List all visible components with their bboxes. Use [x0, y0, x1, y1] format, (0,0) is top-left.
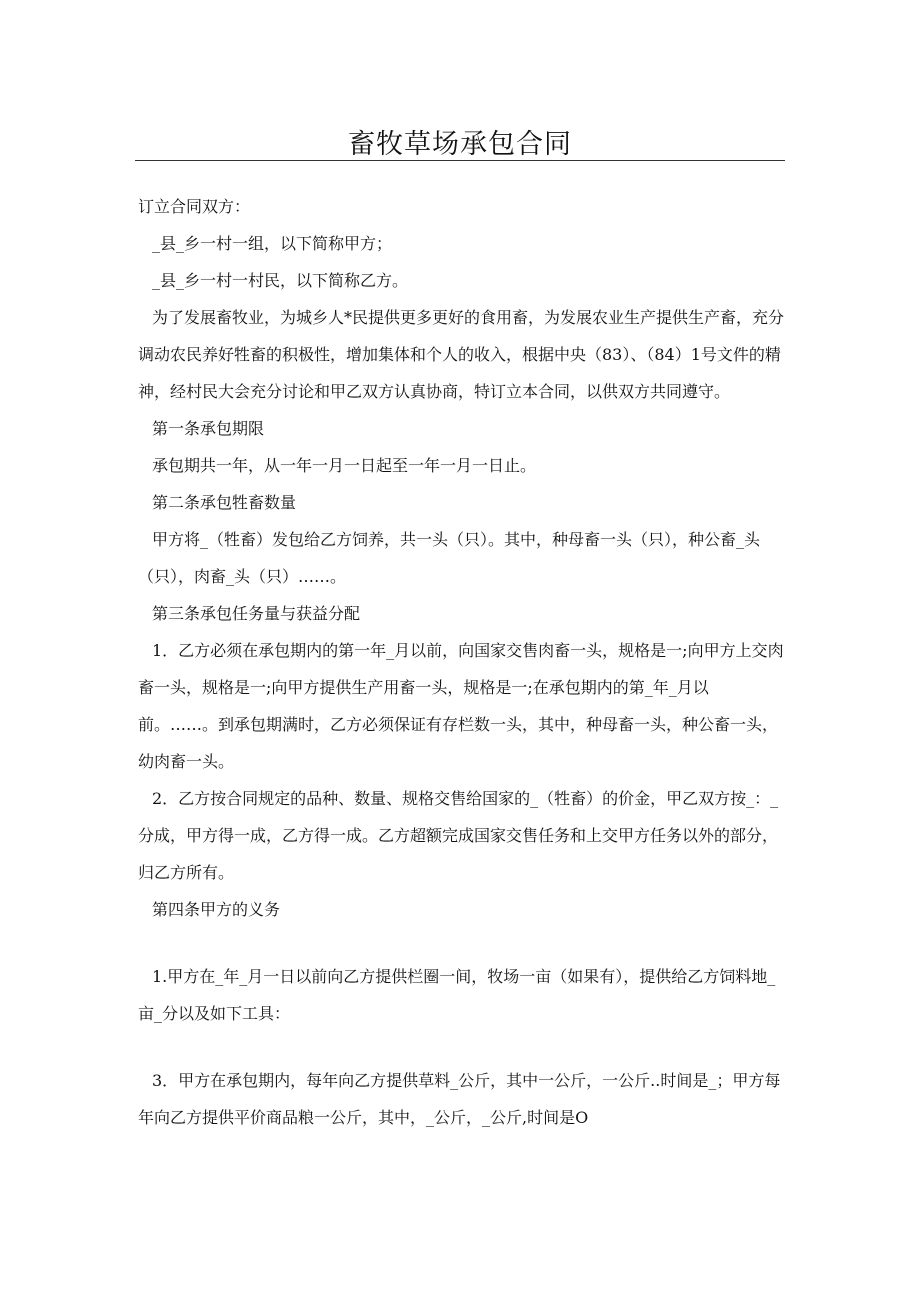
article-3-heading: 第三条承包任务量与获益分配 [152, 604, 361, 623]
spacer [138, 928, 786, 958]
article-2-heading: 第二条承包牲畜数量 [152, 493, 297, 512]
preamble-paragraph: 为了发展畜牧业，为城乡人*民提供更多更好的食用畜，为发展农业生产提供生产畜，充分调动农民养好牲畜的积极性，增加集体和个人的收入，根据中央（83）、（84）1号文件的精神，经村民大会充分讨论和甲乙双方认真协商，特订立本合同，以供双方共同遵守。 [138, 308, 785, 401]
party-b-line: _县_乡一村一村民，以下简称乙方。 [152, 271, 409, 290]
article-1-heading: 第一条承包期限 [152, 419, 265, 438]
spacer [138, 1032, 786, 1062]
article-1-text: 承包期共一年，从一年一月一日起至一年一月一日止。 [152, 456, 537, 475]
article-4-heading: 第四条甲方的义务 [152, 900, 281, 919]
article-3-clause-2: 2．乙方按合同规定的品种、数量、规格交售给国家的_（牲畜）的价金，甲乙双方按_：_分成，甲方得一成，乙方得一成。乙方超额完成国家交售任务和上交甲方任务以外的部分，归乙方所有。 [138, 789, 779, 882]
article-2-text: 甲方将_（牲畜）发包给乙方饲养，共一头（只）。其中，种母畜一头（只），种公畜_头（只），肉畜_头（只）……。 [138, 530, 761, 586]
article-4-clause-1: 1.甲方在_年_月一日以前向乙方提供栏圈一间，牧场一亩（如果有），提供给乙方饲料地_亩_分以及如下工具： [138, 967, 776, 1023]
parties-heading: 订立合同双方： [138, 197, 251, 216]
party-a-line: _县_乡一村一组，以下简称甲方； [152, 234, 393, 253]
document-title: 畜牧草场承包合同 [348, 129, 572, 160]
article-4-clause-3: 3．甲方在承包期内，每年向乙方提供草料_公斤，其中一公斤，一公斤..时间是_；甲方每年向乙方提供平价商品粮一公斤，其中，_公斤，_公斤,时间是O [138, 1071, 781, 1127]
title-underline [135, 160, 785, 161]
article-3-clause-1: 1．乙方必须在承包期内的第一年_月以前，向国家交售肉畜一头，规格是一;向甲方上交肉畜一头，规格是一;向甲方提供生产用畜一头，规格是一;在承包期内的第_年_月以前。……。到承包期满时，乙方必须保证有存栏数一头，其中，种母畜一头，种公畜一头，幼肉畜一头。 [138, 641, 784, 771]
document-body [138, 188, 786, 1136]
